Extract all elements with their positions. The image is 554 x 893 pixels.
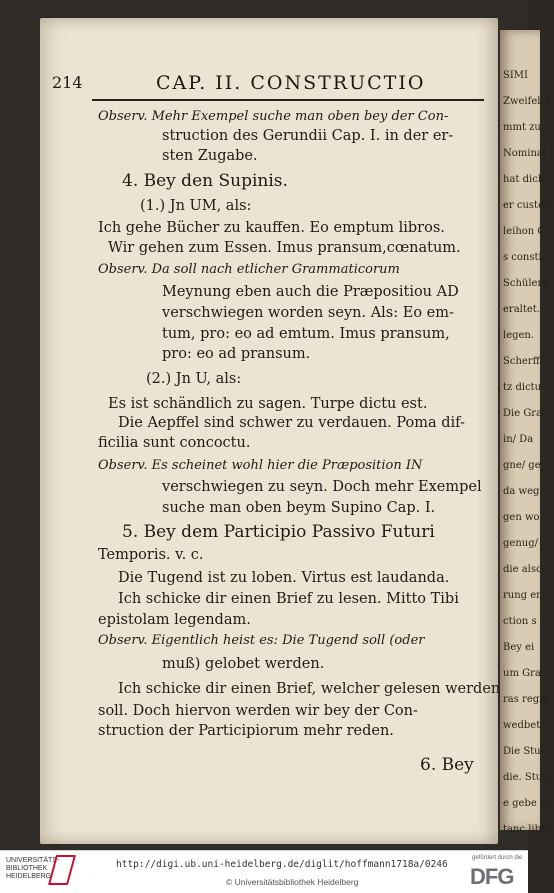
facing-page-fragment: Scherffu [503, 356, 547, 367]
copyright-notice: © Universitätsbibliothek Heidelberg [226, 877, 359, 887]
library-name-line: UNIVERSITÄTS- [6, 857, 60, 864]
viewer-footer [0, 850, 528, 893]
text-line: sten Zugabe. [162, 148, 258, 164]
text-line: muß) gelobet werden. [162, 656, 325, 672]
facing-page-fragment: e gebe dir [503, 798, 554, 809]
facing-page-fragment: eraltet. [503, 304, 540, 315]
header-rule [92, 99, 484, 101]
facing-page-fragment: SIMI [503, 70, 528, 81]
subsection-heading: (1.) Jn UM, als: [140, 198, 252, 214]
text-line: struction der Participiorum mehr reden. [98, 723, 394, 739]
facing-page-fragment: Zweifelsf [503, 96, 550, 107]
facing-page-fragment: rung er [503, 590, 541, 601]
text-line: Die Tugend ist zu loben. Virtus est laudanda. [118, 570, 450, 586]
text-line: Observ. Da soll nach etlicher Grammaticorum [98, 262, 400, 277]
text-line: verschwiegen zu seyn. Doch mehr Exempel [162, 479, 482, 495]
facing-page-fragment: tanc libru [503, 824, 553, 835]
text-line: suche man oben beym Supino Cap. I. [162, 500, 436, 516]
facing-page-fragment: leihon G [503, 226, 546, 237]
facing-page-fragment: Bey ei [503, 642, 535, 653]
facing-page-fragment: er custod [503, 200, 551, 211]
text-line: Es ist schändlich zu sagen. Turpe dictu est. [108, 396, 428, 412]
section-heading: 5. Bey dem Participio Passivo Futuri [122, 522, 435, 542]
page-number: 214 [52, 73, 83, 92]
facing-page-fragment: in/ Da [503, 434, 534, 445]
text-line: pro: eo ad pransum. [162, 346, 311, 362]
text-line: Ich schicke dir einen Brief zu lesen. Mitto Tibi [118, 591, 459, 607]
page-header [52, 73, 492, 97]
facing-page-fragment: die. Studi [503, 772, 552, 783]
facing-page-edge [500, 30, 554, 835]
text-line: Observ. Es scheinet wohl hier die Præposition IN [98, 458, 423, 473]
subsection-heading: (2.) Jn U, als: [146, 371, 242, 387]
text-line: struction des Gerundii Cap. I. in der er- [162, 128, 454, 144]
funder-note: gefördert durch die [472, 855, 523, 861]
library-name-line: HEIDELBERG [6, 873, 52, 880]
text-line: tum, pro: eo ad emtum. Imus pransum, [162, 326, 450, 342]
facing-page-fragment: mmt zu [503, 122, 541, 133]
facing-page-fragment: tz dictu [503, 382, 542, 393]
text-line: Observ. Mehr Exempel suche man oben bey der Con- [98, 109, 449, 124]
text-line: Ich gehe Bücher zu kauffen. Eo emptum libros. [98, 220, 445, 236]
text-line: Meynung eben auch die Præpositiou AD [162, 284, 459, 300]
facing-page-fragment: um Gra [503, 668, 541, 679]
facing-page-fragment: Die Gra [503, 408, 543, 419]
text-line: Die Aepffel sind schwer zu verdauen. Poma dif- [118, 415, 465, 431]
facing-page-fragment: Die Stud [503, 746, 548, 757]
dfg-logo[interactable]: DFG [470, 864, 514, 889]
library-name-line: BIBLIOTHEK [6, 865, 48, 872]
text-line: epistolam legendam. [98, 612, 251, 628]
catchword: 6. Bey [420, 755, 474, 775]
facing-page-fragment: gen wo [503, 512, 540, 523]
text-line: ficilia sunt concoctu. [98, 435, 251, 451]
facing-page-fragment: hat dich [503, 174, 545, 185]
text-line: Observ. Eigentlich heist es: Die Tugend soll (oder [98, 633, 425, 648]
facing-page-fragment: Schülern [503, 278, 549, 289]
facing-page-fragment: genug/ [503, 538, 538, 549]
facing-page-fragment: gne/ ge [503, 460, 541, 471]
permalink-url[interactable]: http://digi.ub.uni-heidelberg.de/diglit/hoffmann1718a/0246 [116, 859, 448, 870]
facing-page-fragment: ras regie [503, 694, 549, 705]
text-line: soll. Doch hiervon werden wir bey der Con- [98, 703, 418, 719]
text-line: Temporis. v. c. [98, 547, 204, 563]
section-heading: 4. Bey den Supinis. [122, 171, 288, 191]
running-title: CAP. II. CONSTRUCTIO [156, 72, 426, 94]
facing-page-fragment: ction s [503, 616, 537, 627]
facing-page-fragment: wedbet [503, 720, 541, 731]
facing-page-fragment: s consti [503, 252, 542, 263]
facing-page-fragment: Nominat [503, 148, 547, 159]
text-line: Wir gehen zum Essen. Imus pransum,cœnatum. [108, 240, 461, 256]
facing-page-fragment: legen. [503, 330, 535, 341]
text-line: verschwiegen worden seyn. Als: Eo em- [162, 305, 454, 321]
facing-page-fragment: da weg [503, 486, 540, 497]
text-line: Ich schicke dir einen Brief, welcher gelesen werden [118, 681, 501, 697]
facing-page-fragment: die also [503, 564, 543, 575]
